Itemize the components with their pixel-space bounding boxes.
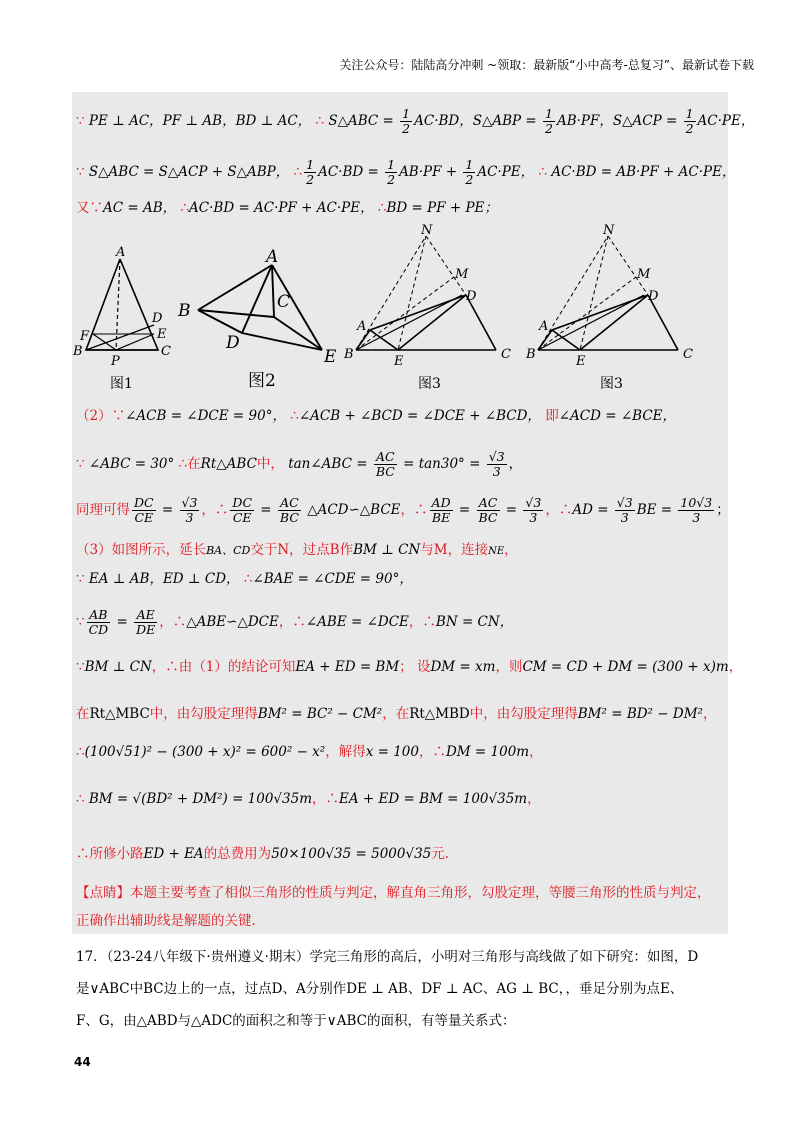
fig1-label-c: C <box>161 344 171 359</box>
fig2-label-c: C <box>277 292 291 312</box>
fig3a-caption: 图3 <box>418 376 441 392</box>
figure-2 <box>198 265 322 350</box>
fig1-label-e: E <box>157 327 167 342</box>
fig3b-caption: 图3 <box>600 376 623 392</box>
solution-line-8: ∵ EA ⊥ AB，ED ⊥ CD， ∴∠BAE = ∠CDE = 90°， <box>76 571 413 587</box>
fig2-label-e: E <box>324 347 337 367</box>
solution-line-14: ∴所修小路ED + EA的总费用为50×100√35 = 5000√35元. <box>76 846 450 862</box>
fig3a-label-d: D <box>466 289 477 304</box>
fig2-caption: 图2 <box>248 371 276 391</box>
fig3a-label-b: B <box>344 347 354 362</box>
fig1-label-a: A <box>116 245 126 260</box>
fig2-label-a: A <box>266 247 279 267</box>
solution-line-10: ∵BM ⊥ CN，∴由（1）的结论可知EA + ED = BM； 设DM = xm，则CM = CD + DM = (300 + x)m， <box>76 659 743 675</box>
page-header: 关注公众号：陆陆高分冲刺 ~领取：最新版“小中高考-总复习”、最新试卷下载 <box>339 58 754 72</box>
fig1-label-p: P <box>111 354 120 369</box>
fig1-caption: 图1 <box>110 376 133 392</box>
fig2-label-b: B <box>178 301 191 321</box>
solution-line-5: ∵ ∠ABC = 30° ∴在Rt△ABC中， tan∠ABC = $\frac{AC}{BC}$ = tan30° = $\frac{√3}{3}$ ， <box>76 449 523 479</box>
question-17-line-3: F、G，由△ABD与△ADC的面积之和等于∨ABC的面积，有等量关系式： <box>76 1013 516 1029</box>
page-number: 44 <box>74 1055 91 1069</box>
fig3a-label-c: C <box>501 347 511 362</box>
fig3b-label-c: C <box>683 347 693 362</box>
fig1-label-d: D <box>152 311 163 326</box>
fig3a-label-e: E <box>394 354 404 369</box>
fig2-label-d: D <box>226 333 240 353</box>
fig3a-label-a: A <box>357 319 367 334</box>
fig3b-label-m: M <box>637 267 651 282</box>
fig3a-label-n: N <box>421 223 433 238</box>
solution-line-12: ∴(100√51)² − (300 + x)² = 600² − x²，解得x = 100，∴DM = 100m， <box>76 744 543 760</box>
solution-line-2: ∵ S△ABC = S△ACP + S△ABP， ∴ $\frac{1}{2}$ AC·BD = $\frac{1}{2}$ AB·PF + $\frac{1}{2}$ AC·PE， ∴ AC·BD = AB·PF + AC·PE， <box>76 157 736 187</box>
solution-line-4: （2）∵∠ACB = ∠DCE = 90°， ∴∠ACB + ∠BCD = ∠DCE + ∠BCD， 即∠ACD = ∠BCE， <box>76 408 677 424</box>
solution-line-7: （3）如图所示，延长BA、CD交于N，过点B作BM ⊥ CN与M，连接NE， <box>76 542 518 558</box>
fig1-label-b: B <box>73 344 83 359</box>
fig3b-label-n: N <box>603 223 615 238</box>
solution-line-13: ∴ BM = √(BD² + DM²) = 100√35m，∴EA + ED = BM = 100√35m， <box>76 791 541 807</box>
fig3b-label-a: A <box>539 319 549 334</box>
fig3b-label-b: B <box>526 347 536 362</box>
figure-1 <box>86 259 158 350</box>
question-17-line-2: 是∨ABC中BC边上的一点，过点D、A分别作DE ⊥ AB、DF ⊥ AC、AG ⊥ BC，，垂足分别为点E、 <box>76 981 684 997</box>
comment-line-2: 正确作出辅助线是解题的关键. <box>76 913 256 929</box>
question-17-line-1: 17．（23-24八年级下·贵州遵义·期末）学完三角形的高后，小明对三角形与高线做了如下研究：如图，D <box>76 949 699 965</box>
comment-line-1: 【点睛】本题主要考查了相似三角形的性质与判定，解直角三角形，勾股定理，等腰三角形的性质与判定， <box>76 885 711 901</box>
solution-line-9: ∵ $\frac{AB}{CD}$ = $\frac{AE}{DE}$ ，∴△ABE∽△DCE，∴∠ABE = ∠DCE，∴BN = CN， <box>76 607 514 637</box>
fig3a-label-m: M <box>455 267 469 282</box>
fig1-label-f: F <box>80 329 90 344</box>
fig3b-label-e: E <box>576 354 586 369</box>
comment-tag: 【点睛】 <box>76 885 130 901</box>
solution-line-6: 同理可得 $\frac{DC}{CE}$ = $\frac{√3}{3}$ ，∴ $\frac{DC}{CE}$ = $\frac{AC}{BC}$ △ACD∽△BCE，∴ $\frac{AD}{BE}$ = $\frac{AC}{BC}$ = $\frac{√3}{3}$ ，∴AD = $\frac{√3}{3}$ BE = $\frac{10√3}{3}$ ； <box>76 495 730 525</box>
solution-line-11: 在Rt△MBC中，由勾股定理得BM² = BC² − CM²，在Rt△MBD中，由勾股定理得BM² = BD² − DM²， <box>76 706 717 722</box>
solution-line-3: 又∵AC = AB， ∴AC·BD = AC·PF + AC·PE， ∴BD = PF + PE； <box>76 200 498 216</box>
figures <box>72 222 728 397</box>
solution-line-1: ∵ PE ⊥ AC，PF ⊥ AB，BD ⊥ AC， ∴ S△ABC = $\frac{1}{2}$ AC·BD，S△ABP = $\frac{1}{2}$ AB·PF，S△ACP = $\frac{1}{2}$ AC·PE， <box>76 106 755 136</box>
fig3b-label-d: D <box>648 289 659 304</box>
